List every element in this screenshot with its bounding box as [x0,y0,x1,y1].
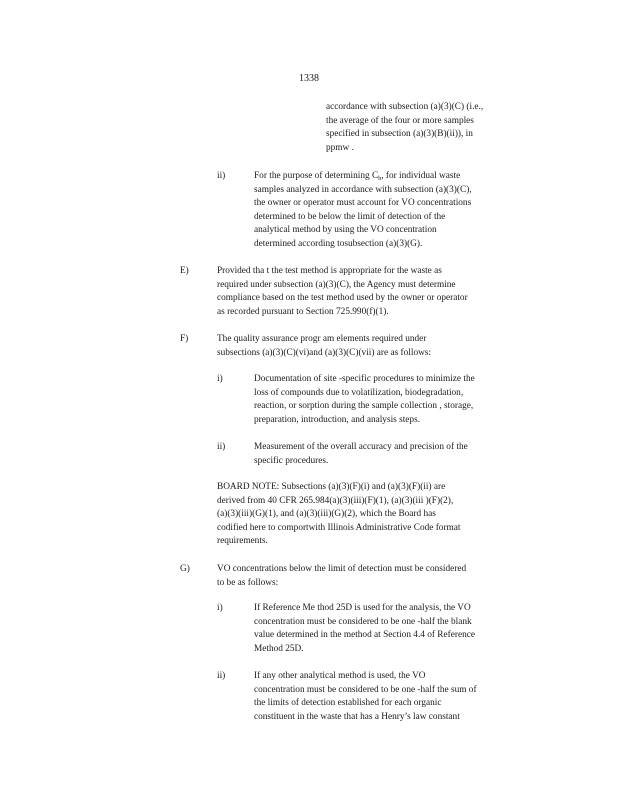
paragraph-g [217,563,466,590]
text-line: determined to be below the limit of detection of the [254,211,446,222]
text-line: subsections (a)(3)(C)(vi)and (a)(3)(C)(vii) are as follows: [217,347,432,358]
item-label: i) [217,603,223,613]
text-line: determined according tosubsection (a)(3)(G). [254,238,423,249]
text-line: to be as follows: [217,577,279,588]
text-line: analytical method by using the VO concentration [254,225,437,235]
text-line: value determined in the method at Section 4.4 of Reference [254,630,475,640]
text-line: as recorded pursuant to Section 725.990(f)(1). [217,306,389,317]
subscript: b [378,176,382,182]
text-line: Measurement of the overall accuracy and precision of the [254,442,468,452]
item-label: ii) [217,671,226,681]
page-number: 1338 [299,73,319,84]
text-line: Documentation of site -specific procedures to minimize the [254,374,475,384]
paragraph-ii-determining [254,170,472,251]
text-line: BOARD NOTE: Subsections (a)(3)(F)(i) and (a)(3)(F)(ii) are [217,482,446,492]
text-line: specified in subsection (a)(3)(B)(ii)), in [326,129,473,139]
text-line: samples analyzed in accordance with subsection (a)(3)(C), [254,184,472,195]
text-line: Provided tha t the test method is appropriate for the waste as [217,266,442,276]
paragraph-g-ii [254,670,477,724]
item-label: E) [180,266,189,276]
text-line: ppmw . [326,142,354,153]
text-line: accordance with subsection (a)(3)(C) (i.e., [326,102,484,112]
item-label: G) [180,564,190,574]
paragraph-g-i [254,602,475,656]
text-line: For the purpose of determining $C_b$, for individual waste [254,171,461,182]
text-line: requirements. [217,536,268,546]
text-line: concentration must be considered to be one -half the blank [254,616,472,627]
text-line: reaction, or sorption during the sample collection , storage, [254,401,474,411]
text-line: loss of compounds due to volatilization, biodegradation, [254,387,464,398]
continuation-paragraph [326,101,483,155]
text-line: If any other analytical method is used, the VO [254,671,426,681]
board-note [217,481,460,549]
text-line: constituent in the waste that has a Henry’s law constant [254,711,460,722]
text-line: codified here to comportwith Illinois Administrative Code format [217,522,461,533]
item-label: ii) [217,442,226,452]
paragraph-f [217,333,431,360]
paragraph-f-ii [254,441,468,468]
item-label: F) [180,334,189,344]
text-line: VO concentrations below the limit of detection must be considered [217,564,467,574]
text-line: The quality assurance progr am elements required under [217,334,427,344]
text-line: the owner or operator must account for VO concentrations [254,198,472,208]
text-line: compliance based on the test method used by the owner or operator [217,293,468,303]
text-line: specific procedures. [254,455,329,466]
text-line: the limits of detection established for each organic [254,698,442,708]
item-label: ii) [217,171,226,181]
text-line: (a)(3)(iii)(G)(1), and (a)(3)(iii)(G)(2), which the Board has [217,509,436,519]
paragraph-f-i [254,373,475,427]
text-line: If Reference Me thod 25D is used for the analysis, the VO [254,603,471,613]
text-line: the average of the four or more samples [326,115,474,126]
text-line: concentration must be considered to be one -half the sum of [254,684,477,695]
item-label: i) [217,374,223,384]
text-line: preparation, introduction, and analysis steps. [254,414,421,425]
text-line: required under subsection (a)(3)(C), the Agency must determine [217,279,456,290]
text-line: derived from 40 CFR 265.984(a)(3)(iii)(F)(1), (a)(3)(iii )(F)(2), [217,495,454,506]
text-line: Method 25D. [254,643,304,654]
paragraph-e [217,265,468,319]
